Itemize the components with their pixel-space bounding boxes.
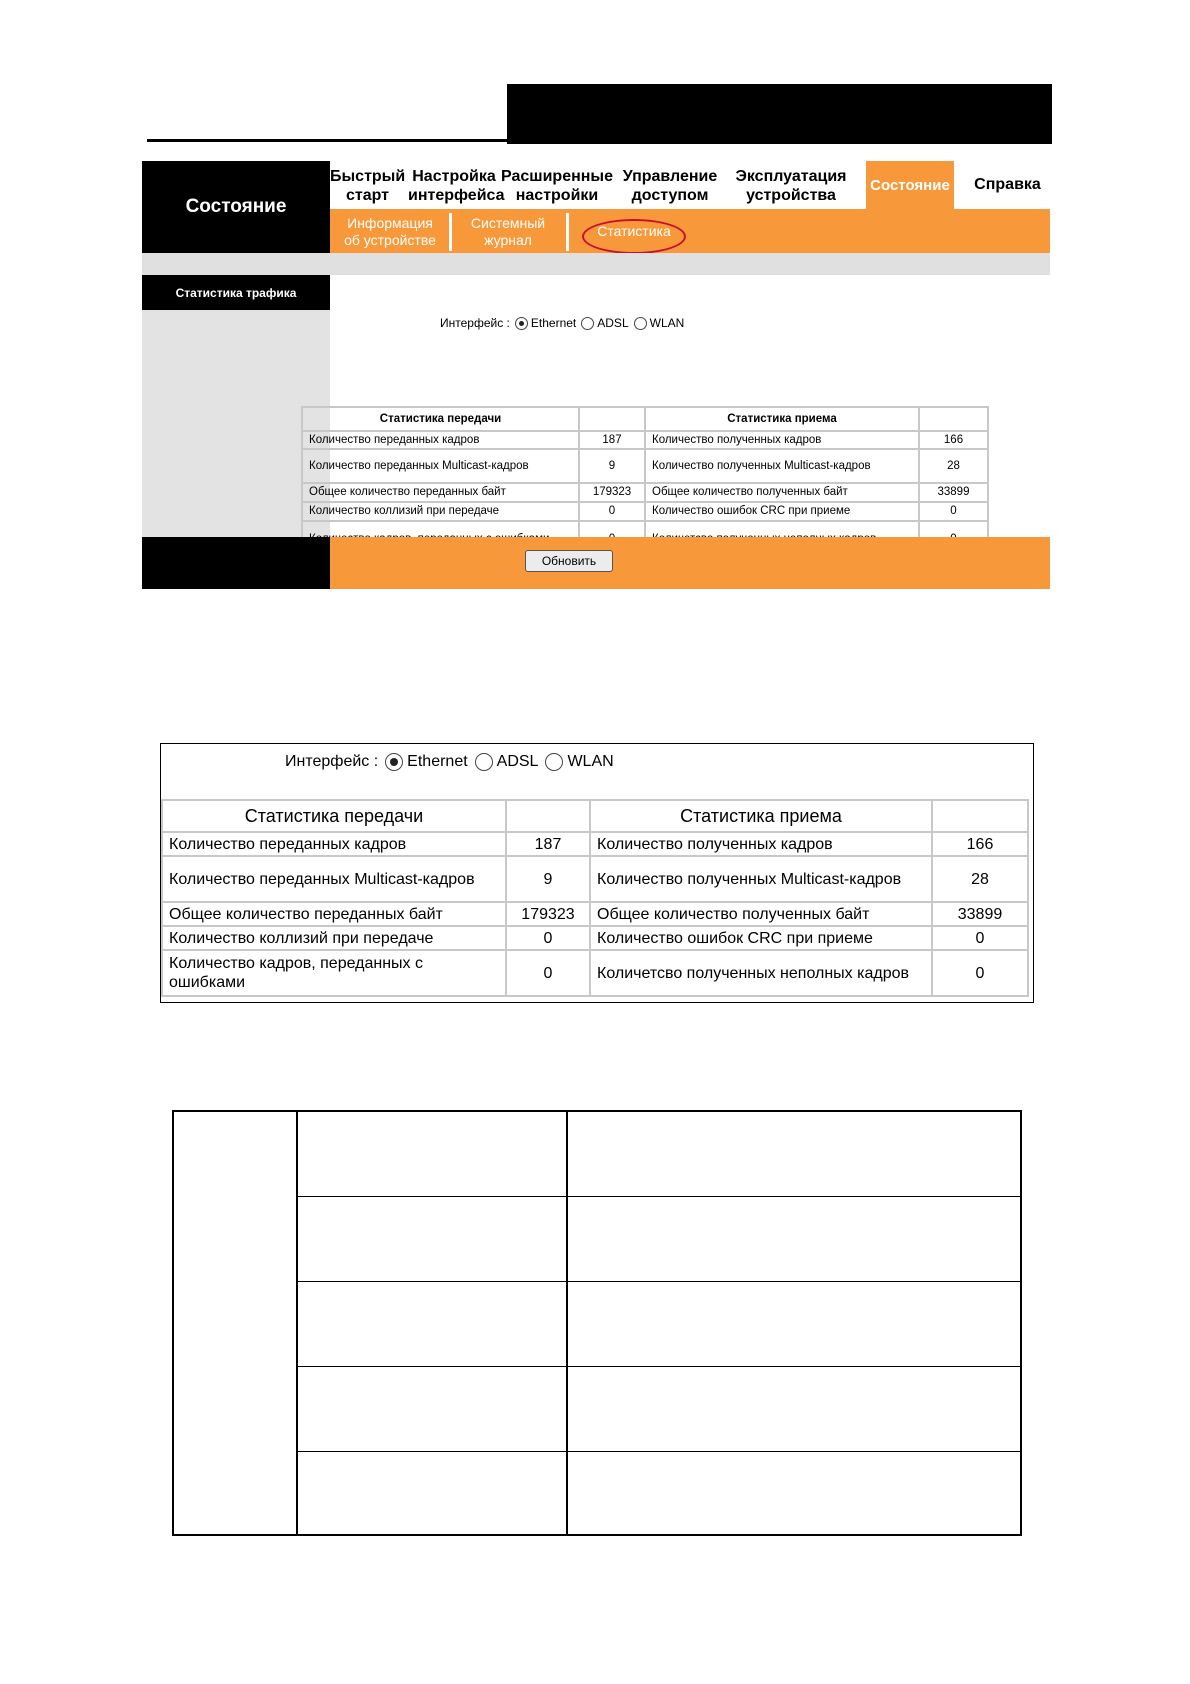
tx-header: Статистика передачи bbox=[162, 800, 506, 832]
rx-label: Количество полученных Multicast-кадров bbox=[645, 449, 919, 483]
rx-label: Количетсво полученных неполных кадров bbox=[590, 950, 932, 996]
table-row bbox=[302, 449, 988, 483]
submenu-statistics[interactable]: Статистика bbox=[597, 223, 671, 239]
radio-adsl-label: ADSL bbox=[496, 753, 539, 770]
menu-advanced-setup[interactable]: Расширенные настройки bbox=[501, 168, 613, 204]
rx-label: Количество ошибок CRC при приеме bbox=[645, 502, 919, 521]
interface-selector bbox=[285, 753, 614, 771]
submenu-device-info[interactable]: Информация об устройстве bbox=[344, 215, 436, 248]
tx-value: 0 bbox=[579, 502, 645, 521]
interface-label: Интерфейс : bbox=[285, 753, 379, 770]
menu-help[interactable]: Справка bbox=[974, 176, 1041, 193]
radio-wlan-label: WLAN bbox=[649, 316, 685, 330]
tx-label: Количество переданных Multicast-кадров bbox=[162, 856, 506, 902]
submenu-separator bbox=[449, 213, 452, 251]
rx-label: Общее количество полученных байт bbox=[590, 902, 932, 926]
header-rule bbox=[147, 139, 507, 142]
table-row bbox=[162, 832, 1028, 856]
tx-value: 9 bbox=[579, 449, 645, 483]
footer-bar bbox=[330, 537, 1050, 589]
rx-label: Количество полученных кадров bbox=[645, 431, 919, 449]
table-header-row bbox=[302, 407, 988, 431]
tx-label: Общее количество переданных байт bbox=[162, 902, 506, 926]
table-row bbox=[162, 856, 1028, 902]
interface-selector bbox=[440, 316, 684, 330]
rx-value: 28 bbox=[932, 856, 1028, 902]
interface-label: Интерфейс : bbox=[440, 316, 510, 330]
table-row bbox=[302, 431, 988, 449]
rx-label: Количество полученных Multicast-кадров bbox=[590, 856, 932, 902]
gray-strip bbox=[142, 253, 1050, 275]
submenu-system-log[interactable]: Системный журнал bbox=[470, 215, 546, 248]
table-row bbox=[302, 483, 988, 502]
highlight-circle bbox=[582, 219, 686, 254]
table-row bbox=[162, 926, 1028, 950]
section-title-block bbox=[142, 161, 330, 253]
tx-value: 179323 bbox=[579, 483, 645, 502]
radio-adsl[interactable] bbox=[581, 317, 594, 330]
tx-value: 0 bbox=[506, 950, 590, 996]
radio-wlan[interactable] bbox=[545, 753, 563, 771]
table-row-divider bbox=[298, 1196, 1022, 1197]
radio-adsl[interactable] bbox=[475, 753, 493, 771]
rx-label: Количество полученных кадров bbox=[590, 832, 932, 856]
menu-quick-start[interactable]: Быстрый старт bbox=[330, 168, 406, 204]
submenu-separator bbox=[566, 213, 569, 251]
radio-wlan-label: WLAN bbox=[567, 753, 614, 770]
tx-label: Количество коллизий при передаче bbox=[302, 502, 579, 521]
rx-value: 166 bbox=[932, 832, 1028, 856]
tx-label: Количество переданных Multicast-кадров bbox=[302, 449, 579, 483]
statistics-table bbox=[301, 406, 989, 558]
header-banner bbox=[507, 84, 1052, 144]
empty-header bbox=[579, 407, 645, 431]
tx-value: 187 bbox=[579, 431, 645, 449]
table-header-row bbox=[162, 800, 1028, 832]
rx-value: 0 bbox=[932, 926, 1028, 950]
tx-label: Количество переданных кадров bbox=[162, 832, 506, 856]
empty-header bbox=[506, 800, 590, 832]
table-column-divider bbox=[566, 1112, 568, 1536]
tx-label: Количество переданных кадров bbox=[302, 431, 579, 449]
empty-header bbox=[919, 407, 988, 431]
rx-header: Статистика приема bbox=[645, 407, 919, 431]
empty-header bbox=[932, 800, 1028, 832]
refresh-button[interactable]: Обновить bbox=[525, 550, 613, 572]
radio-ethernet-label: Ethernet bbox=[530, 316, 577, 330]
radio-ethernet[interactable] bbox=[515, 317, 528, 330]
rx-header: Статистика приема bbox=[590, 800, 932, 832]
statistics-table-zoomed bbox=[161, 799, 1029, 997]
tx-label: Общее количество переданных байт bbox=[302, 483, 579, 502]
table-row-divider bbox=[298, 1366, 1022, 1367]
rx-value: 33899 bbox=[932, 902, 1028, 926]
radio-adsl-label: ADSL bbox=[597, 316, 629, 330]
tx-label: Количество кадров, переданных с ошибками bbox=[162, 950, 506, 996]
table-row-divider bbox=[298, 1451, 1022, 1452]
tx-value: 9 bbox=[506, 856, 590, 902]
router-status-screenshot bbox=[142, 161, 1050, 589]
tx-value: 0 bbox=[506, 926, 590, 950]
rx-label: Количество ошибок CRC при приеме bbox=[590, 926, 932, 950]
rx-value: 28 bbox=[919, 449, 988, 483]
section-title: Состояние bbox=[185, 196, 287, 217]
tx-value: 187 bbox=[506, 832, 590, 856]
radio-wlan[interactable] bbox=[634, 317, 647, 330]
menu-maintenance[interactable]: Эксплуатация устройства bbox=[735, 168, 847, 204]
parameter-table bbox=[172, 1110, 1022, 1536]
radio-ethernet-label: Ethernet bbox=[407, 753, 468, 770]
table-row-divider bbox=[298, 1281, 1022, 1282]
menu-status[interactable]: Состояние bbox=[866, 161, 954, 209]
radio-ethernet[interactable] bbox=[385, 753, 403, 771]
rx-label: Общее количество полученных байт bbox=[645, 483, 919, 502]
tx-value: 179323 bbox=[506, 902, 590, 926]
rx-value: 0 bbox=[919, 502, 988, 521]
submenu-bar bbox=[330, 209, 1050, 253]
table-row bbox=[162, 950, 1028, 996]
table-column-divider bbox=[296, 1112, 298, 1536]
menu-interface-setup[interactable]: Настройка интерфейса bbox=[408, 168, 505, 204]
menu-access-management[interactable]: Управление доступом bbox=[622, 168, 718, 204]
table-row bbox=[302, 502, 988, 521]
table-row bbox=[162, 902, 1028, 926]
tx-label: Количество коллизий при передаче bbox=[162, 926, 506, 950]
sidebar-title: Статистика трафика bbox=[142, 275, 330, 310]
rx-value: 0 bbox=[932, 950, 1028, 996]
rx-value: 166 bbox=[919, 431, 988, 449]
main-menu bbox=[330, 161, 1050, 209]
footer-left bbox=[142, 537, 330, 589]
tx-header: Статистика передачи bbox=[302, 407, 579, 431]
rx-value: 33899 bbox=[919, 483, 988, 502]
